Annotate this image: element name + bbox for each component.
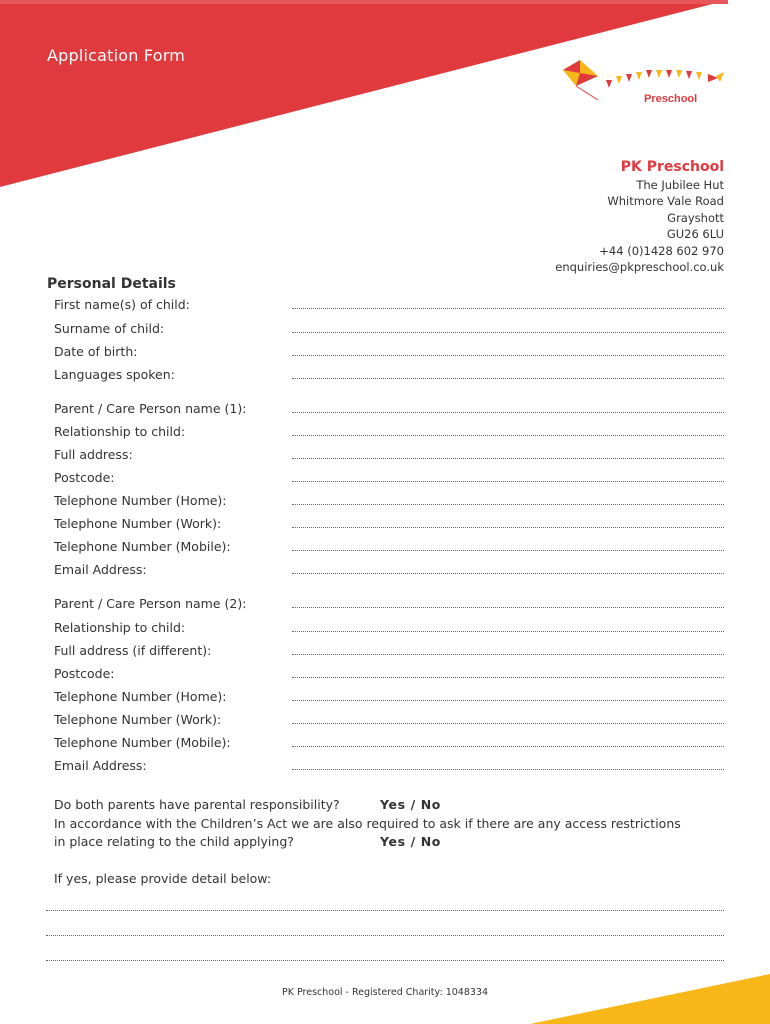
kite-icon — [563, 60, 598, 100]
field-input-line[interactable] — [292, 527, 724, 528]
form-field — [54, 596, 724, 618]
form-field — [54, 470, 724, 492]
field-input-line[interactable] — [292, 746, 724, 747]
question-parental-responsibility: Do both parents have parental responsibility? — [54, 797, 340, 812]
question-access-restrictions-line1: In accordance with the Children’s Act we are also required to ask if there are any access restrictions — [54, 816, 681, 831]
field-label: Date of birth: — [54, 344, 138, 359]
form-title: Application Form — [47, 46, 185, 65]
form-field — [54, 344, 724, 366]
form-field — [54, 620, 724, 642]
field-label: Surname of child: — [54, 321, 165, 336]
section-title-personal-details: Personal Details — [47, 276, 176, 292]
form-field — [54, 447, 724, 469]
field-label: Email Address: — [54, 758, 147, 773]
field-label: Full address: — [54, 447, 133, 462]
kite-logo — [558, 58, 728, 106]
field-label: Parent / Care Person name (1): — [54, 401, 247, 416]
field-label: Email Address: — [54, 562, 147, 577]
field-label: Full address (if different): — [54, 643, 212, 658]
address-line: The Jubilee Hut — [636, 178, 724, 192]
field-input-line[interactable] — [292, 573, 724, 574]
form-field — [54, 401, 724, 423]
organisation-phone: +44 (0)1428 602 970 — [599, 243, 724, 258]
form-field — [54, 712, 724, 734]
field-label: Postcode: — [54, 666, 115, 681]
field-label: Telephone Number (Work): — [54, 712, 222, 727]
form-field — [54, 297, 724, 319]
field-label: First name(s) of child: — [54, 297, 190, 312]
field-label: Relationship to child: — [54, 620, 186, 635]
form-field — [54, 539, 724, 561]
field-label: Languages spoken: — [54, 367, 175, 382]
form-field — [54, 493, 724, 515]
yes-no-option[interactable]: Yes / No — [380, 834, 441, 849]
form-field — [54, 367, 724, 389]
question-access-restrictions-line2: in place relating to the child applying? — [54, 834, 294, 849]
form-field — [54, 424, 724, 446]
field-label: Telephone Number (Mobile): — [54, 735, 231, 750]
form-field — [54, 321, 724, 343]
form-field — [54, 562, 724, 584]
footer-charity-text: PK Preschool - Registered Charity: 1048334 — [281, 987, 488, 998]
field-label: Telephone Number (Home): — [54, 493, 227, 508]
form-field — [54, 666, 724, 688]
field-input-line[interactable] — [292, 550, 724, 551]
address-line: GU26 6LU — [666, 227, 724, 242]
field-input-line[interactable] — [292, 631, 724, 632]
field-input-line[interactable] — [292, 435, 724, 436]
detail-input-line[interactable] — [46, 935, 724, 936]
organisation-address — [555, 157, 724, 275]
field-input-line[interactable] — [292, 355, 724, 356]
field-input-line[interactable] — [292, 607, 724, 608]
field-input-line[interactable] — [292, 412, 724, 413]
field-label: Telephone Number (Mobile): — [54, 539, 231, 554]
field-label: Relationship to child: — [54, 424, 186, 439]
field-input-line[interactable] — [292, 700, 724, 701]
form-field — [54, 735, 724, 757]
field-input-line[interactable] — [292, 769, 724, 770]
bunting-icon — [606, 70, 724, 88]
field-input-line[interactable] — [292, 504, 724, 505]
organisation-name: PK Preschool — [620, 159, 724, 175]
field-label: Postcode: — [54, 470, 115, 485]
detail-input-line[interactable] — [46, 960, 724, 961]
field-input-line[interactable] — [292, 723, 724, 724]
detail-prompt: If yes, please provide detail below: — [54, 871, 272, 886]
field-input-line[interactable] — [292, 332, 724, 333]
form-field — [54, 758, 724, 780]
address-line: Whitmore Vale Road — [607, 194, 724, 209]
field-label: Telephone Number (Work): — [54, 516, 222, 531]
field-input-line[interactable] — [292, 481, 724, 482]
detail-input-line[interactable] — [46, 910, 724, 911]
field-label: Parent / Care Person name (2): — [54, 596, 247, 611]
form-field — [54, 516, 724, 538]
organisation-email: enquiries@pkpreschool.co.uk — [555, 260, 724, 275]
field-input-line[interactable] — [292, 378, 724, 379]
field-input-line[interactable] — [292, 458, 724, 459]
logo-text: Preschool — [644, 93, 698, 105]
form-field — [54, 689, 724, 711]
field-input-line[interactable] — [292, 677, 724, 678]
form-field — [54, 643, 724, 665]
address-line: Grayshott — [667, 210, 724, 225]
field-input-line[interactable] — [292, 308, 724, 309]
field-label: Telephone Number (Home): — [54, 689, 227, 704]
yes-no-option[interactable]: Yes / No — [380, 797, 441, 812]
footer-corner-accent — [530, 974, 770, 1024]
field-input-line[interactable] — [292, 654, 724, 655]
